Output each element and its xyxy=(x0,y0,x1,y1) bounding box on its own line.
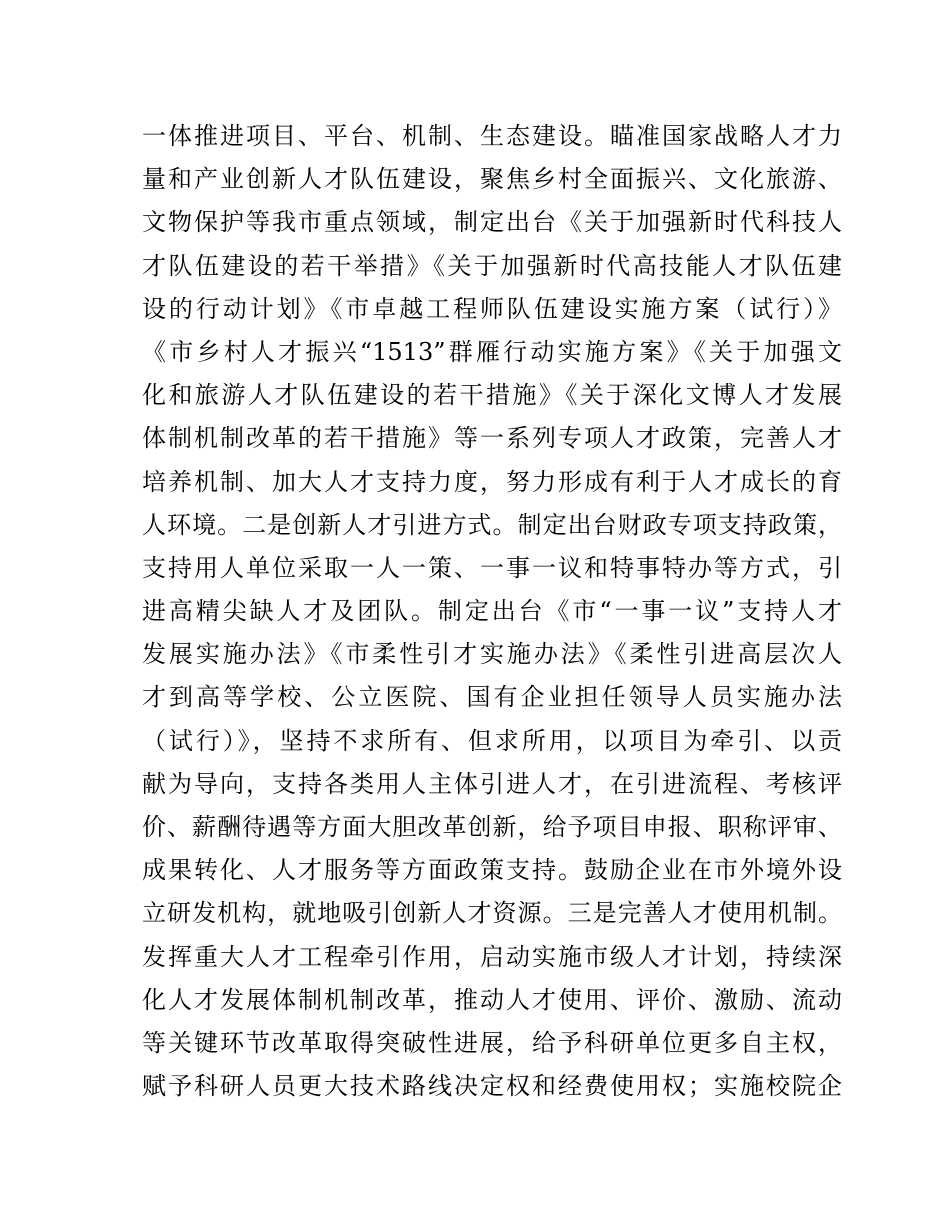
text-line-19: 立研发机构，就地吸引创新人才资源。三是完善人才使用机制。 xyxy=(142,899,842,928)
text-line-6: 《市乡村人才振兴“1513”群雁行动实施方案》《关于加强文 xyxy=(142,337,842,366)
text-line-11: 支持用人单位采取一人一策、一事一议和特事特办等方式，引 xyxy=(142,553,842,582)
text-line-7: 化和旅游人才队伍建设的若干措施》《关于深化文博人才发展 xyxy=(142,381,842,410)
text-line-10: 人环境。二是创新人才引进方式。制定出台财政专项支持政策， xyxy=(142,510,842,539)
text-line-8: 体制机制改革的若干措施》等一系列专项人才政策，完善人才 xyxy=(142,424,842,453)
text-line-1: 一体推进项目、平台、机制、生态建设。瞄准国家战略人才力 xyxy=(142,122,842,150)
text-line-13: 发展实施办法》《市柔性引才实施办法》《柔性引进高层次人 xyxy=(142,640,842,669)
text-line-20: 发挥重大人才工程牵引作用，启动实施市级人才计划，持续深 xyxy=(142,942,842,971)
text-line-21: 化人才发展体制机制改革，推动人才使用、评价、激励、流动 xyxy=(142,985,842,1014)
text-line-22: 等关键环节改革取得突破性进展，给予科研单位更多自主权， xyxy=(142,1028,842,1057)
text-line-14: 才到高等学校、公立医院、国有企业担任领导人员实施办法 xyxy=(142,683,842,712)
text-line-9: 培养机制、加大人才支持力度，努力形成有利于人才成长的育 xyxy=(142,467,842,496)
text-line-16: 献为导向，支持各类用人主体引进人才，在引进流程、考核评 xyxy=(142,769,842,798)
text-line-17: 价、薪酬待遇等方面大胆改革创新，给予项目申报、职称评审、 xyxy=(142,813,842,841)
text-line-5: 设的行动计划》《市卓越工程师队伍建设实施方案（试行）》 xyxy=(142,294,842,323)
text-line-18: 成果转化、人才服务等方面政策支持。鼓励企业在市外境外设 xyxy=(142,856,842,885)
body-paragraph xyxy=(142,115,842,1108)
text-line-12: 进高精尖缺人才及团队。制定出台《市“一事一议”支持人才 xyxy=(142,597,842,626)
text-line-4: 才队伍建设的若干举措》《关于加强新时代高技能人才队伍建 xyxy=(142,251,842,280)
text-line-2: 量和产业创新人才队伍建设，聚焦乡村全面振兴、文化旅游、 xyxy=(142,165,842,194)
text-line-3: 文物保护等我市重点领域，制定出台《关于加强新时代科技人 xyxy=(142,208,842,237)
text-line-23: 赋予科研人员更大技术路线决定权和经费使用权；实施校院企 xyxy=(142,1072,842,1101)
text-line-15: （试行）》，坚持不求所有、但求所用，以项目为牵引、以贡 xyxy=(142,726,842,755)
